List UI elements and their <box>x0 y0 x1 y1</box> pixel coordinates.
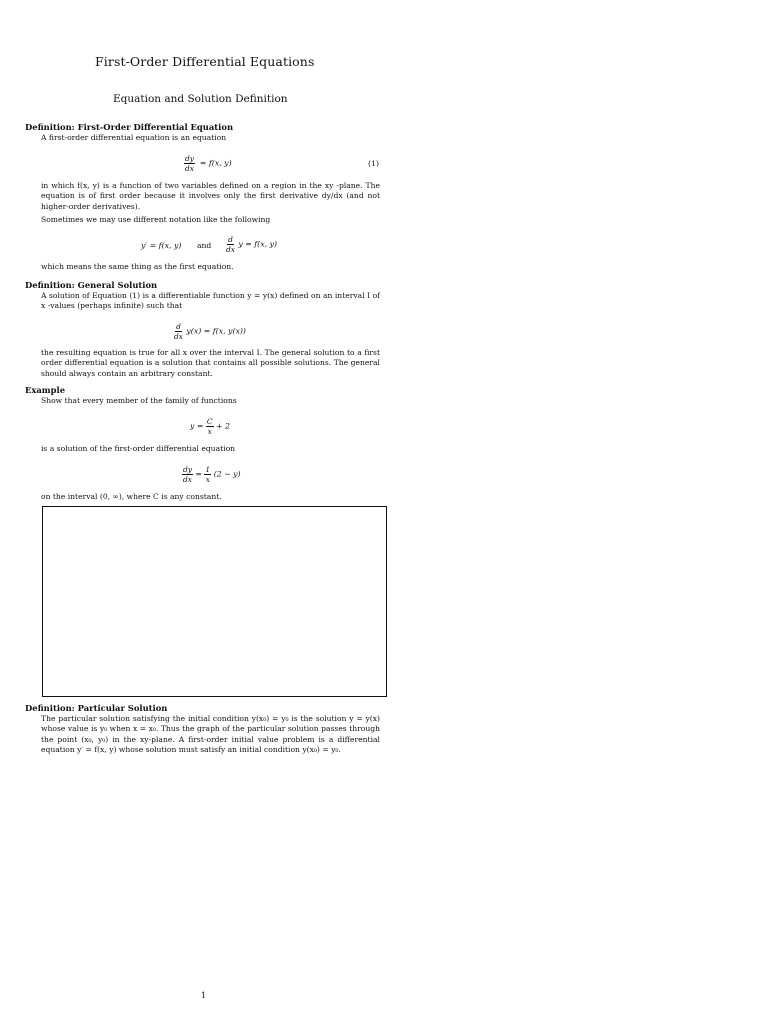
equation-dydx-1x: $\frac{dy}{dx}$ = $\frac{1}{x}$ (2 − y) <box>183 465 241 484</box>
equation-dydx-f: $\frac{dy}{dx}$ = f(x, y) <box>185 154 232 173</box>
equation-ddx-yx: $\frac{d}{dx}$ y(x) = f(x, y(x)) <box>174 322 246 341</box>
document-title: First-Order Differential Equations <box>95 54 315 69</box>
example-heading: Example <box>25 385 66 395</box>
and-word: and <box>197 241 212 250</box>
def-general-heading: Definition: General Solution <box>25 280 158 290</box>
def-general-body1: A solution of Equation (1) is a differentiable function y = y(x) defined on an interval I of x -values (perhaps infinite) such that <box>41 291 380 311</box>
example-body1: Show that every member of the family of functions <box>41 396 237 405</box>
def-first-order-intro: A first-order differential equation is an equation <box>41 133 227 142</box>
fraction-dy-dx: $\frac{dy}{dx}$ <box>183 465 192 484</box>
def-first-order-body: in which f(x, y) is a function of two variables defined on a region in the xy -plane. The equation is of first order because it involves only the first derivative dy/dx (and not higher-order derivatives). <box>41 181 380 211</box>
fraction-d-dx: $\frac{d}{dx}$ <box>226 235 235 254</box>
fraction-dy-dx: $\frac{dy}{dx}$ <box>185 154 194 173</box>
fraction-d-dx: $\frac{d}{dx}$ <box>174 322 183 341</box>
equation-number: (1) <box>368 159 380 168</box>
def-first-order-heading: Definition: First-Order Differential Equation <box>25 122 234 132</box>
def-general-body2: the resulting equation is true for all x over the interval I. The general solution to a first order differential equation is a solution that contains all possible solutions. The general should always contain an arbitrary constant. <box>41 348 380 378</box>
solution-box <box>42 506 387 697</box>
equation-ddx-y: $\frac{d}{dx}$ y = f(x, y) <box>226 235 278 254</box>
example-body2: is a solution of the first-order differential equation <box>41 444 236 453</box>
page-number: 1 <box>201 991 207 1000</box>
equation-family: y = $\frac{C}{x}$ + 2 <box>190 417 231 436</box>
def-particular-body: The particular solution satisfying the initial condition y(x₀) = y₀ is the solution y = y(x) whose value is y₀ when x = x₀. Thus the graph of the particular solution passes through the point (x₀, y₀) in the xy-plane. A first-order initial value problem is a differential equation y′ = f(x, y) whose solution must satisfy an initial condition y(x₀) = y₀. <box>41 714 380 755</box>
example-body3: on the interval (0, ∞), where C is any constant. <box>41 492 222 501</box>
def-particular-heading: Definition: Particular Solution <box>25 703 168 713</box>
fraction-1-x: $\frac{1}{x}$ <box>205 465 211 484</box>
def-first-order-notation: Sometimes we may use different notation like the following <box>41 215 271 224</box>
def-first-order-same: which means the same thing as the first equation. <box>41 262 234 271</box>
equation-yprime: y′ = f(x, y) <box>141 241 182 250</box>
fraction-c-x: $\frac{C}{x}$ <box>206 417 213 436</box>
section-title: Equation and Solution Definition <box>113 93 288 105</box>
